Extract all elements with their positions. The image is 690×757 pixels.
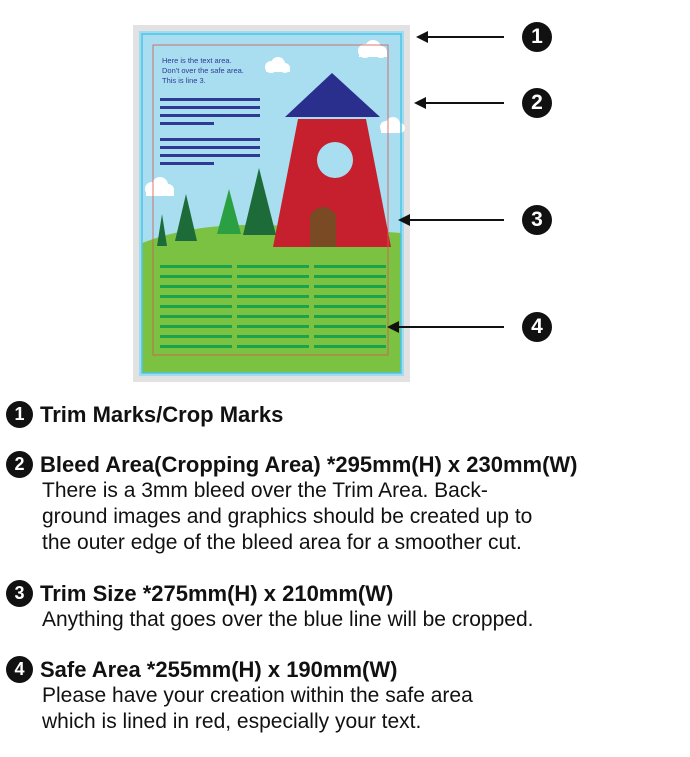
pointer-arrow-3 bbox=[400, 219, 504, 221]
legend-title: Safe Area *255mm(H) x 190mm(W) bbox=[40, 656, 398, 682]
legend-description: Anything that goes over the blue line will be cropped. bbox=[42, 608, 534, 631]
text-area-line: Here is the text area. bbox=[162, 56, 232, 65]
lighthouse-window bbox=[317, 142, 353, 178]
legend-item-bleed-area bbox=[6, 451, 686, 556]
lighthouse-door bbox=[310, 207, 336, 247]
legend-title: Trim Marks/Crop Marks bbox=[40, 401, 284, 427]
pointer-arrow-1 bbox=[418, 36, 504, 38]
legend-description: Please have your creation within the safe area which is lined in red, especially your text. bbox=[42, 684, 473, 733]
callout-3: 3 bbox=[522, 205, 552, 235]
number-badge: 1 bbox=[6, 401, 33, 428]
number-badge: 2 bbox=[6, 451, 33, 478]
legend-description: There is a 3mm bleed over the Trim Area. Back- ground images and graphics should be created up to the outer edge of the bleed area for a smoother cut. bbox=[42, 479, 533, 554]
pointer-arrow-2 bbox=[416, 102, 504, 104]
text-area-line: Don't over the safe area. bbox=[162, 66, 244, 75]
number-badge: 4 bbox=[6, 656, 33, 683]
grass-hill bbox=[142, 225, 401, 373]
callout-4: 4 bbox=[522, 312, 552, 342]
print-layout-mockup bbox=[133, 25, 410, 382]
legend-item-trim-marks bbox=[6, 401, 686, 428]
legend-item-trim-size bbox=[6, 580, 686, 633]
legend-item-safe-area bbox=[6, 656, 686, 735]
text-area-line: This is line 3. bbox=[162, 76, 206, 85]
callout-2: 2 bbox=[522, 88, 552, 118]
legend-title: Bleed Area(Cropping Area) *295mm(H) x 230mm(W) bbox=[40, 451, 578, 477]
callout-1: 1 bbox=[522, 22, 552, 52]
legend-title: Trim Size *275mm(H) x 210mm(W) bbox=[40, 580, 394, 606]
number-badge: 3 bbox=[6, 580, 33, 607]
grass-text-lines bbox=[160, 265, 386, 348]
pointer-arrow-4 bbox=[389, 326, 504, 328]
